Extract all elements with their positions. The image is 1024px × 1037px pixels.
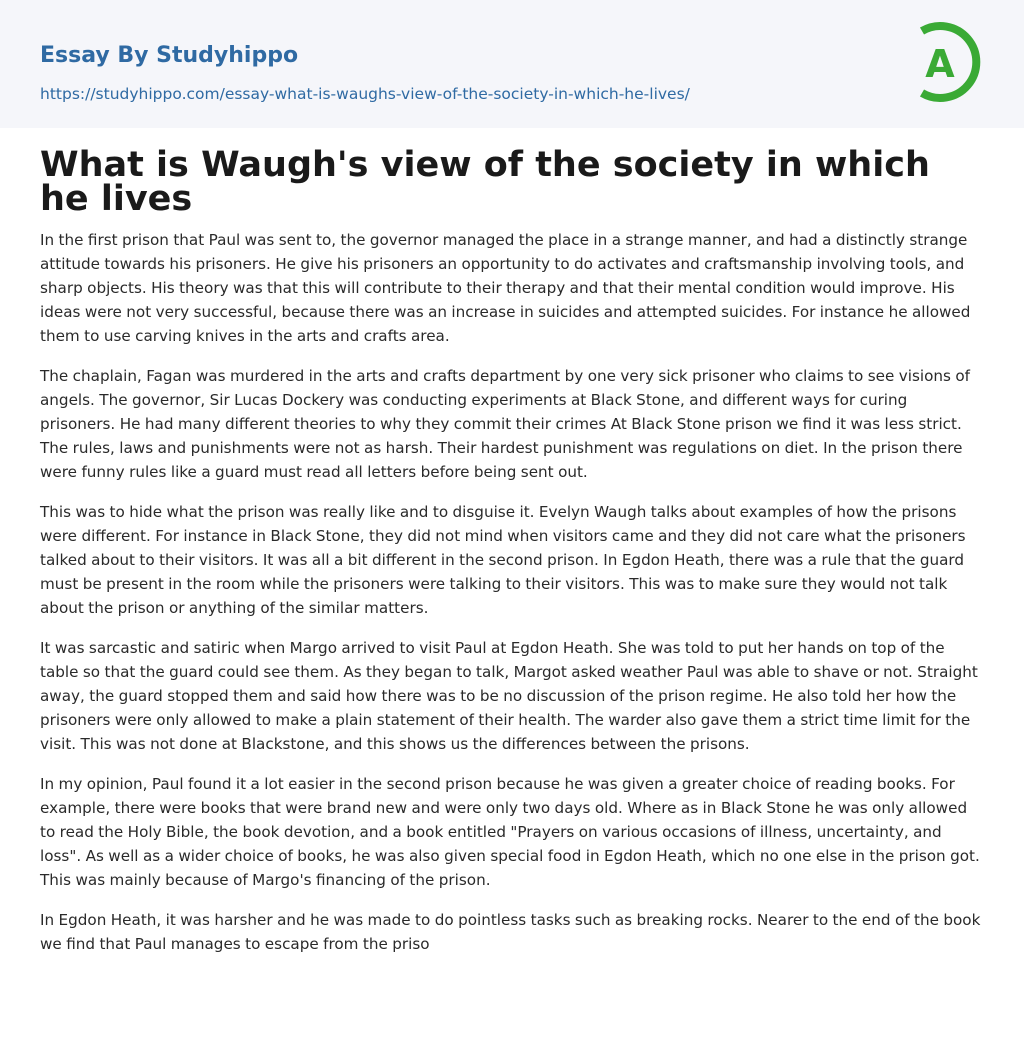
- article-paragraph: In the first prison that Paul was sent to, the governor managed the place in a strange manner, and had a distinctly strange attitude towards his prisoners. He give his prisoners an opportunity to do activates and craftsmanship involving tools, and sharp objects. His theory was that this will contribute to their therapy and that their mental condition would improve. His ideas were not very successful, because there was an increase in suicides and attempted suicides. For instance he allowed them to use carving knives in the arts and crafts area.: [40, 231, 971, 345]
- site-header: [0, 0, 1024, 128]
- article-body: [40, 228, 984, 956]
- article: [40, 145, 984, 972]
- article-paragraph: In my opinion, Paul found it a lot easier in the second prison because he was given a greater choice of reading books. For example, there were books that were brand new and were only two days old. Where as in Black Stone he was only allowed to read the Holy Bible, the book devotion, and a book entitled "Prayers on various occasions of illness, uncertainty, and loss". As well as a wider choice of books, he was also given special food in Egdon Heath, which no one else in the prison got. This was mainly because of Margo's financing of the prison.: [40, 775, 980, 889]
- article-paragraph: This was to hide what the prison was really like and to disguise it. Evelyn Waugh talks about examples of how the prisons were different. For instance in Black Stone, they did not mind when visitors came and they did not care what the prisoners talked about to their visitors. It was all a bit different in the second prison. In Egdon Heath, there was a rule that the guard must be present in the room while the prisoners were talking to their visitors. This was to make sure they would not talk about the prison or anything of the similar matters.: [40, 503, 966, 617]
- article-paragraph: The chaplain, Fagan was murdered in the arts and crafts department by one very sick prisoner who claims to see visions of angels. The governor, Sir Lucas Dockery was conducting experiments at Black Stone, and different ways for curing prisoners. He had many different theories to why they commit their crimes At Black Stone prison we find it was less strict. The rules, laws and punishments were not as harsh. Their hardest punishment was regulations on diet. In the prison there were funny rules like a guard must read all letters before being sent out.: [40, 367, 970, 481]
- article-paragraph: It was sarcastic and satiric when Margo arrived to visit Paul at Egdon Heath. She was told to put her hands on top of the table so that the guard could see them. As they began to talk, Margot asked weather Paul was able to shave or not. Straight away, the guard stopped them and said how there was to be no discussion of the prison regime. He also told her how the prisoners were only allowed to make a plain statement of their health. The warder also gave them a strict time limit for the visit. This was not done at Blackstone, and this shows us the differences between the prisons.: [40, 639, 978, 753]
- article-title: What is Waugh's view of the society in which he lives: [40, 145, 930, 219]
- site-brand[interactable]: Essay By Studyhippo: [40, 43, 299, 68]
- page-url-link[interactable]: https://studyhippo.com/essay-what-is-waughs-view-of-the-society-in-which-he-lives/: [40, 85, 690, 103]
- logo-letter: A: [925, 42, 955, 86]
- studyhippo-logo-icon[interactable]: [912, 19, 986, 105]
- article-paragraph: In Egdon Heath, it was harsher and he was made to do pointless tasks such as breaking rocks. Nearer to the end of the book we find that Paul manages to escape from the priso: [40, 911, 981, 953]
